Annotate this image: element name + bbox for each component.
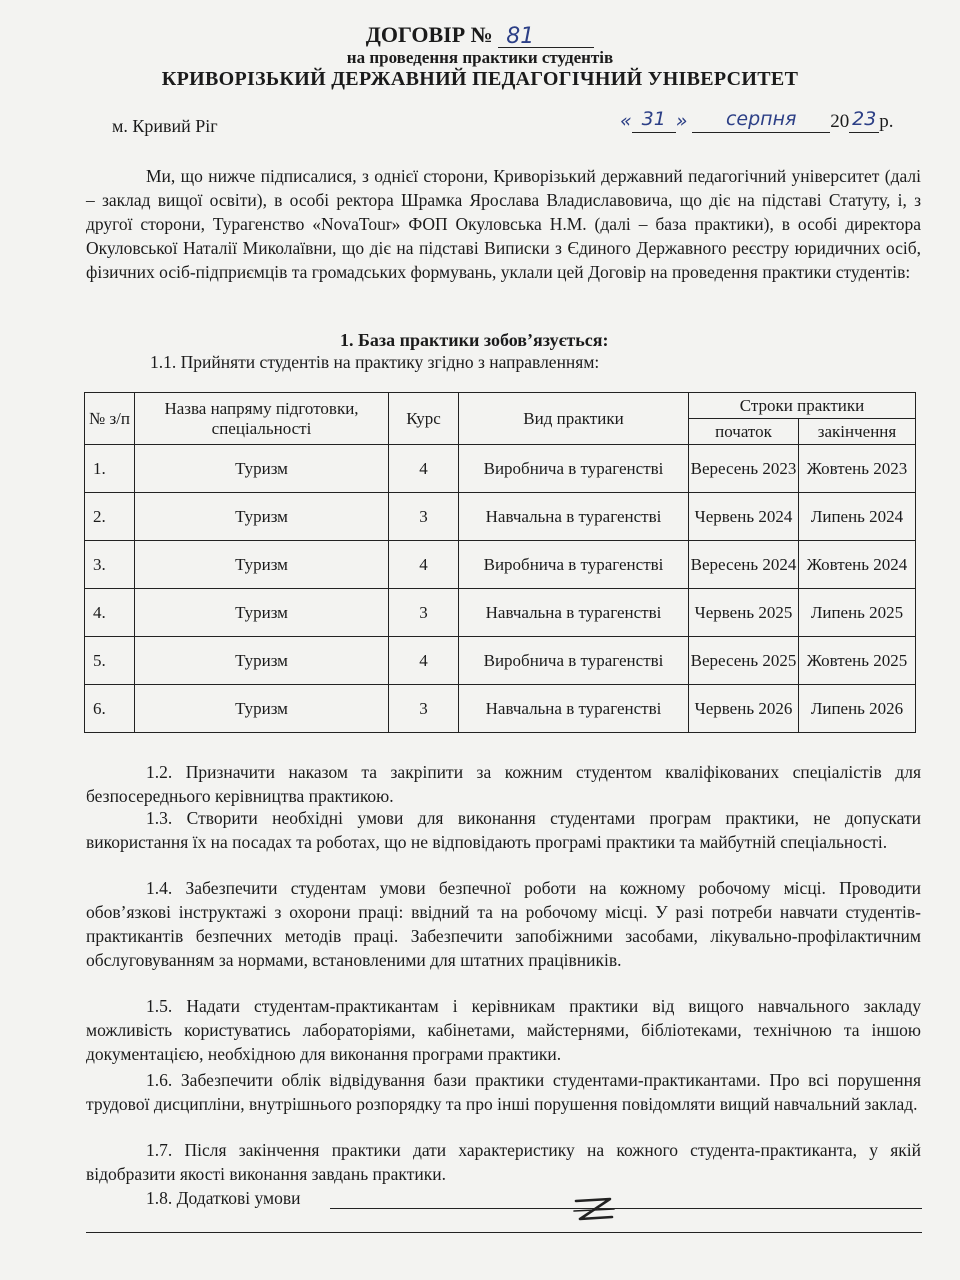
section-1-title: 1. База практики зобов’язується: bbox=[340, 330, 609, 350]
cell-specialty: Туризм bbox=[135, 541, 389, 589]
practice-table bbox=[84, 392, 916, 733]
date-year-prefix: 20 bbox=[830, 111, 850, 132]
item-1-7: 1.7. Після закінчення практики дати характеристику на кожного студента-практиканта, у якій відобразити якості виконання завдань практики. bbox=[86, 1140, 921, 1184]
header-course: Курс bbox=[389, 393, 459, 445]
item-1-5: 1.5. Надати студентам-практикантам і керівникам практики від вищого навчального закладу можливість користуватись лабораторіями, кабінетами, майстернями, бібліотеками, технічною та іншою документацією, необхідною для виконання програми практики. bbox=[86, 996, 921, 1064]
date-open-quote: « bbox=[620, 110, 632, 132]
item-1-8: 1.8. Додаткові умови bbox=[146, 1188, 301, 1208]
table-row bbox=[85, 445, 916, 493]
date-month: серпня bbox=[725, 108, 797, 130]
header-type: Вид практики bbox=[459, 393, 689, 445]
cell-course: 3 bbox=[389, 589, 459, 637]
cell-specialty: Туризм bbox=[135, 493, 389, 541]
date-year-line bbox=[849, 108, 879, 133]
cell-end: Липень 2024 bbox=[799, 493, 916, 541]
cell-start: Червень 2026 bbox=[689, 685, 799, 733]
cell-start: Червень 2025 bbox=[689, 589, 799, 637]
cell-start: Вересень 2024 bbox=[689, 541, 799, 589]
cell-end: Жовтень 2023 bbox=[799, 445, 916, 493]
cell-course: 4 bbox=[389, 445, 459, 493]
university-name: КРИВОРІЗЬКИЙ ДЕРЖАВНИЙ ПЕДАГОГІЧНИЙ УНІВЕРСИТЕТ bbox=[161, 68, 799, 90]
cell-type: Виробнича в турагенстві bbox=[459, 541, 689, 589]
header-end: закінчення bbox=[799, 419, 916, 445]
cell-type: Виробнича в турагенстві bbox=[459, 445, 689, 493]
additional-conditions-line-1 bbox=[330, 1208, 922, 1209]
header-specialty: Назва напряму підготовки, спеціальності bbox=[135, 393, 389, 445]
contract-date bbox=[620, 108, 893, 133]
table-row bbox=[85, 589, 916, 637]
cell-type: Навчальна в турагенстві bbox=[459, 493, 689, 541]
item-1-3: 1.3. Створити необхідні умови для виконання студентами програм практики, не допускати використання їх на посадах та роботах, що не відповідають програмі практики та майбутній спеціальності. bbox=[86, 808, 921, 852]
cell-start: Червень 2024 bbox=[689, 493, 799, 541]
additional-conditions-line-2 bbox=[86, 1232, 922, 1233]
cell-start: Вересень 2025 bbox=[689, 637, 799, 685]
table-header-row bbox=[85, 393, 916, 419]
table-row bbox=[85, 493, 916, 541]
header-terms: Строки практики bbox=[689, 393, 916, 419]
date-year-unit: р. bbox=[879, 111, 894, 132]
title-label: ДОГОВІР № bbox=[365, 22, 493, 47]
date-day-line bbox=[632, 108, 676, 133]
cell-num: 1. bbox=[85, 445, 135, 493]
cell-num: 2. bbox=[85, 493, 135, 541]
cell-end: Жовтень 2025 bbox=[799, 637, 916, 685]
cell-specialty: Туризм bbox=[135, 637, 389, 685]
cell-specialty: Туризм bbox=[135, 445, 389, 493]
cell-course: 3 bbox=[389, 493, 459, 541]
place: м. Кривий Ріг bbox=[112, 116, 218, 136]
cell-num: 3. bbox=[85, 541, 135, 589]
cell-course: 4 bbox=[389, 541, 459, 589]
contract-title bbox=[0, 22, 960, 48]
cell-num: 6. bbox=[85, 685, 135, 733]
date-year-suffix: 23 bbox=[852, 108, 877, 130]
cell-type: Навчальна в турагенстві bbox=[459, 589, 689, 637]
table-row bbox=[85, 541, 916, 589]
cell-specialty: Туризм bbox=[135, 685, 389, 733]
item-1-1: 1.1. Прийняти студентів на практику згідно з направленням: bbox=[150, 352, 600, 372]
cell-num: 4. bbox=[85, 589, 135, 637]
contract-number-line bbox=[498, 23, 594, 48]
intro-paragraph: Ми, що нижче підписалися, з однієї сторони, Криворізький державний педагогічний університет (далі – заклад вищої освіти), в особі ректора Шрамка Ярослава Владиславовича, що діє на підставі Статуту, і, з другої сторони, Турагенство «NovaTour» ФОП Окуловська Н.М. (далі – база практики), в особі директора Окуловської Наталії Миколаївни, що діє на підставі Виписки з Єдиного Державного реєстру юридичних осіб, фізичних осіб-підприємців та громадських формувань, уклали цей Договір на проведення практики студентів: bbox=[86, 166, 921, 282]
item-1-2: 1.2. Призначити наказом та закріпити за кожним студентом кваліфікованих спеціалістів для безпосереднього керівництва практикою. bbox=[86, 762, 921, 806]
cell-end: Жовтень 2024 bbox=[799, 541, 916, 589]
cell-end: Липень 2026 bbox=[799, 685, 916, 733]
date-close-quote: » bbox=[675, 110, 688, 132]
contract-subtitle: на проведення практики студентів bbox=[346, 48, 614, 67]
item-1-4: 1.4. Забезпечити студентам умови безпечної роботи на кожному робочому місці. Проводити обов’язкові інструктажі з охорони праці: ввідний та на робочому місці. У разі потреби навчати студентів-практикантів безпечних методів праці. Забезпечити запобіжними засобами, лікувально-профілактичним обслуговуванням за нормами, встановленими для штатних працівників. bbox=[86, 878, 921, 970]
cell-num: 5. bbox=[85, 637, 135, 685]
header-start: початок bbox=[689, 419, 799, 445]
table-row bbox=[85, 637, 916, 685]
cell-specialty: Туризм bbox=[135, 589, 389, 637]
cell-type: Виробнича в турагенстві bbox=[459, 637, 689, 685]
table-row bbox=[85, 685, 916, 733]
date-day: 31 bbox=[641, 108, 666, 130]
item-1-6: 1.6. Забезпечити облік відвідування бази практики студентами-практикантами. Про всі порушення трудової дисципліни, внутрішнього розпорядку та про інші порушення повідомляти вищий навчальний заклад. bbox=[86, 1070, 921, 1114]
signature-z-icon bbox=[572, 1193, 616, 1231]
date-month-line bbox=[692, 108, 830, 133]
header-num: № з/п bbox=[85, 393, 135, 445]
cell-start: Вересень 2023 bbox=[689, 445, 799, 493]
cell-course: 3 bbox=[389, 685, 459, 733]
cell-type: Навчальна в турагенстві bbox=[459, 685, 689, 733]
cell-course: 4 bbox=[389, 637, 459, 685]
cell-end: Липень 2025 bbox=[799, 589, 916, 637]
contract-number: 81 bbox=[506, 24, 535, 49]
